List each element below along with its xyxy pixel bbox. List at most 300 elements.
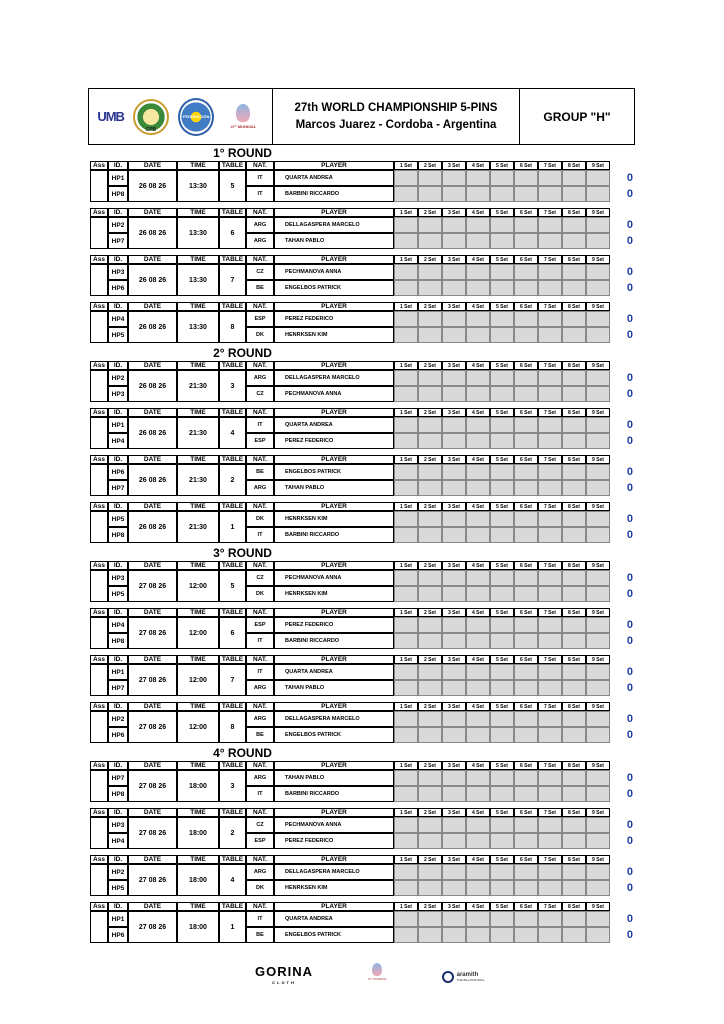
set-score-cell[interactable] [562, 664, 586, 680]
set-score-cell[interactable] [466, 864, 490, 880]
set-score-cell[interactable] [490, 664, 514, 680]
set-score-cell[interactable] [514, 586, 538, 602]
set-score-cell[interactable] [538, 911, 562, 927]
set-score-cell[interactable] [442, 511, 466, 527]
set-score-cell[interactable] [418, 617, 442, 633]
set-score-cell[interactable] [514, 711, 538, 727]
set-score-cell[interactable] [586, 570, 610, 586]
set-score-cell[interactable] [562, 370, 586, 386]
set-score-cell[interactable] [442, 833, 466, 849]
set-score-cell[interactable] [562, 617, 586, 633]
set-score-cell[interactable] [418, 280, 442, 296]
set-score-cell[interactable] [490, 817, 514, 833]
set-score-cell[interactable] [514, 280, 538, 296]
set-score-cell[interactable] [586, 311, 610, 327]
set-score-cell[interactable] [466, 927, 490, 943]
set-score-cell[interactable] [394, 386, 418, 402]
set-score-cell[interactable] [442, 186, 466, 202]
set-score-cell[interactable] [514, 386, 538, 402]
set-score-cell[interactable] [418, 880, 442, 896]
set-score-cell[interactable] [586, 433, 610, 449]
set-score-cell[interactable] [562, 586, 586, 602]
set-score-cell[interactable] [418, 511, 442, 527]
set-score-cell[interactable] [538, 280, 562, 296]
set-score-cell[interactable] [586, 511, 610, 527]
set-score-cell[interactable] [514, 880, 538, 896]
set-score-cell[interactable] [418, 386, 442, 402]
set-score-cell[interactable] [394, 186, 418, 202]
set-score-cell[interactable] [538, 633, 562, 649]
set-score-cell[interactable] [442, 927, 466, 943]
set-score-cell[interactable] [418, 680, 442, 696]
set-score-cell[interactable] [562, 727, 586, 743]
set-score-cell[interactable] [562, 311, 586, 327]
set-score-cell[interactable] [538, 511, 562, 527]
set-score-cell[interactable] [442, 586, 466, 602]
set-score-cell[interactable] [442, 370, 466, 386]
set-score-cell[interactable] [394, 217, 418, 233]
set-score-cell[interactable] [562, 233, 586, 249]
set-score-cell[interactable] [442, 711, 466, 727]
set-score-cell[interactable] [394, 880, 418, 896]
set-score-cell[interactable] [538, 264, 562, 280]
set-score-cell[interactable] [394, 311, 418, 327]
set-score-cell[interactable] [442, 570, 466, 586]
set-score-cell[interactable] [442, 817, 466, 833]
set-score-cell[interactable] [538, 664, 562, 680]
set-score-cell[interactable] [466, 264, 490, 280]
set-score-cell[interactable] [562, 770, 586, 786]
set-score-cell[interactable] [586, 480, 610, 496]
set-score-cell[interactable] [442, 727, 466, 743]
set-score-cell[interactable] [394, 264, 418, 280]
set-score-cell[interactable] [514, 370, 538, 386]
set-score-cell[interactable] [514, 417, 538, 433]
set-score-cell[interactable] [490, 586, 514, 602]
set-score-cell[interactable] [586, 786, 610, 802]
set-score-cell[interactable] [466, 833, 490, 849]
set-score-cell[interactable] [442, 680, 466, 696]
set-score-cell[interactable] [394, 633, 418, 649]
column-header: DATE [128, 408, 177, 417]
set-score-cell[interactable] [514, 927, 538, 943]
set-score-cell[interactable] [586, 817, 610, 833]
set-score-cell[interactable] [538, 786, 562, 802]
set-score-cell[interactable] [490, 727, 514, 743]
set-score-cell[interactable] [562, 511, 586, 527]
set-score-cell[interactable] [538, 586, 562, 602]
set-score-cell[interactable] [394, 327, 418, 343]
set-score-cell[interactable] [394, 786, 418, 802]
column-header: 8 Set [562, 455, 586, 464]
set-score-cell[interactable] [538, 880, 562, 896]
set-score-cell[interactable] [442, 417, 466, 433]
set-score-cell[interactable] [466, 186, 490, 202]
set-score-cell[interactable] [490, 280, 514, 296]
set-score-cell[interactable] [586, 527, 610, 543]
match-block [90, 208, 635, 250]
set-score-cell[interactable] [442, 527, 466, 543]
column-header: Ass [90, 608, 108, 617]
set-score-cell[interactable] [466, 880, 490, 896]
set-score-cell[interactable] [442, 327, 466, 343]
set-score-cell[interactable] [442, 233, 466, 249]
set-score-cell[interactable] [514, 911, 538, 927]
set-score-cell[interactable] [562, 170, 586, 186]
set-score-cell[interactable] [586, 664, 610, 680]
set-score-cell[interactable] [562, 786, 586, 802]
set-score-cell[interactable] [514, 217, 538, 233]
set-score-cell[interactable] [490, 417, 514, 433]
set-score-cell[interactable] [514, 264, 538, 280]
set-score-cell[interactable] [538, 817, 562, 833]
set-score-cell[interactable] [466, 527, 490, 543]
set-score-cell[interactable] [394, 370, 418, 386]
set-score-cell[interactable] [538, 186, 562, 202]
set-score-cell[interactable] [562, 433, 586, 449]
set-score-cell[interactable] [490, 927, 514, 943]
set-score-cell[interactable] [586, 370, 610, 386]
set-score-cell[interactable] [394, 480, 418, 496]
set-score-cell[interactable] [562, 880, 586, 896]
set-score-cell[interactable] [466, 511, 490, 527]
set-score-cell[interactable] [442, 633, 466, 649]
set-score-cell[interactable] [394, 511, 418, 527]
set-score-cell[interactable] [466, 217, 490, 233]
set-score-cell[interactable] [418, 327, 442, 343]
set-score-cell[interactable] [394, 280, 418, 296]
set-score-cell[interactable] [442, 480, 466, 496]
set-score-cell[interactable] [490, 680, 514, 696]
set-score-cell[interactable] [466, 911, 490, 927]
set-score-cell[interactable] [538, 864, 562, 880]
set-score-cell[interactable] [538, 370, 562, 386]
set-score-cell[interactable] [418, 480, 442, 496]
set-score-cell[interactable] [586, 417, 610, 433]
set-score-cell[interactable] [442, 217, 466, 233]
set-score-cell[interactable] [490, 217, 514, 233]
set-score-cell[interactable] [442, 617, 466, 633]
set-score-cell[interactable] [418, 433, 442, 449]
set-score-cell[interactable] [562, 280, 586, 296]
column-header: NAT. [246, 902, 274, 911]
set-score-cell[interactable] [538, 417, 562, 433]
set-score-cell[interactable] [586, 927, 610, 943]
set-score-cell[interactable] [418, 370, 442, 386]
set-score-cell[interactable] [514, 817, 538, 833]
set-score-cell[interactable] [442, 880, 466, 896]
set-score-cell[interactable] [466, 664, 490, 680]
set-score-cell[interactable] [538, 170, 562, 186]
set-score-cell[interactable] [490, 633, 514, 649]
set-score-cell[interactable] [562, 817, 586, 833]
set-score-cell[interactable] [514, 511, 538, 527]
set-score-cell[interactable] [418, 770, 442, 786]
set-score-cell[interactable] [514, 833, 538, 849]
set-score-cell[interactable] [418, 927, 442, 943]
set-score-cell[interactable] [442, 264, 466, 280]
set-score-cell[interactable] [538, 711, 562, 727]
set-score-cell[interactable] [394, 617, 418, 633]
set-score-cell[interactable] [442, 170, 466, 186]
set-score-cell[interactable] [538, 217, 562, 233]
set-score-cell[interactable] [586, 833, 610, 849]
set-score-cell[interactable] [490, 464, 514, 480]
set-score-cell[interactable] [466, 570, 490, 586]
set-score-cell[interactable] [562, 680, 586, 696]
set-score-cell[interactable] [538, 480, 562, 496]
set-score-cell[interactable] [514, 633, 538, 649]
set-score-cell[interactable] [538, 433, 562, 449]
set-score-cell[interactable] [514, 527, 538, 543]
set-score-cell[interactable] [466, 233, 490, 249]
set-score-cell[interactable] [490, 911, 514, 927]
set-score-cell[interactable] [586, 633, 610, 649]
set-score-cell[interactable] [442, 433, 466, 449]
set-score-cell[interactable] [514, 480, 538, 496]
set-score-cell[interactable] [490, 370, 514, 386]
set-score-cell[interactable] [466, 727, 490, 743]
set-score-cell[interactable] [394, 570, 418, 586]
set-score-cell[interactable] [442, 664, 466, 680]
set-score-cell[interactable] [418, 727, 442, 743]
set-score-cell[interactable] [538, 527, 562, 543]
set-score-cell[interactable] [394, 711, 418, 727]
set-score-cell[interactable] [514, 770, 538, 786]
set-score-cell[interactable] [490, 711, 514, 727]
set-score-cell[interactable] [490, 170, 514, 186]
set-score-cell[interactable] [514, 680, 538, 696]
set-score-cell[interactable] [466, 464, 490, 480]
mundial-footer-text: 27° MUNDIAL [367, 977, 387, 981]
set-score-cell[interactable] [538, 927, 562, 943]
set-score-cell[interactable] [562, 864, 586, 880]
set-score-cell[interactable] [490, 233, 514, 249]
set-score-cell[interactable] [490, 311, 514, 327]
set-score-cell[interactable] [514, 727, 538, 743]
match-block [90, 561, 635, 603]
set-score-cell[interactable] [418, 527, 442, 543]
set-score-cell[interactable] [466, 386, 490, 402]
set-score-cell[interactable] [514, 327, 538, 343]
set-score-cell[interactable] [586, 170, 610, 186]
set-score-cell[interactable] [466, 327, 490, 343]
set-score-cell[interactable] [586, 217, 610, 233]
set-score-cell[interactable] [418, 586, 442, 602]
player-nationality: IT [246, 786, 274, 802]
set-score-cell[interactable] [394, 833, 418, 849]
set-score-cell[interactable] [562, 480, 586, 496]
set-score-cell[interactable] [586, 617, 610, 633]
set-score-cell[interactable] [562, 464, 586, 480]
set-score-cell[interactable] [562, 186, 586, 202]
set-score-cell[interactable] [466, 770, 490, 786]
set-score-cell[interactable] [562, 711, 586, 727]
set-score-cell[interactable] [562, 217, 586, 233]
set-score-cell[interactable] [562, 264, 586, 280]
set-score-cell[interactable] [586, 711, 610, 727]
set-score-cell[interactable] [418, 464, 442, 480]
set-score-cell[interactable] [538, 233, 562, 249]
set-score-cell[interactable] [466, 817, 490, 833]
set-score-cell[interactable] [466, 311, 490, 327]
set-score-cell[interactable] [418, 664, 442, 680]
set-score-cell[interactable] [418, 264, 442, 280]
set-score-cell[interactable] [586, 911, 610, 927]
set-score-cell[interactable] [514, 186, 538, 202]
set-score-cell[interactable] [538, 464, 562, 480]
set-score-cell[interactable] [538, 617, 562, 633]
set-score-cell[interactable] [490, 786, 514, 802]
set-score-cell[interactable] [466, 586, 490, 602]
set-score-cell[interactable] [394, 433, 418, 449]
set-score-cell[interactable] [466, 480, 490, 496]
set-score-cell[interactable] [490, 480, 514, 496]
set-score-cell[interactable] [442, 464, 466, 480]
set-score-cell[interactable] [490, 327, 514, 343]
set-score-cell[interactable] [538, 386, 562, 402]
set-score-cell[interactable] [466, 711, 490, 727]
set-score-cell[interactable] [562, 417, 586, 433]
set-score-cell[interactable] [394, 911, 418, 927]
set-score-cell[interactable] [394, 680, 418, 696]
set-score-cell[interactable] [586, 264, 610, 280]
set-score-cell[interactable] [418, 417, 442, 433]
set-score-cell[interactable] [394, 464, 418, 480]
set-score-cell[interactable] [394, 664, 418, 680]
set-score-cell[interactable] [394, 417, 418, 433]
set-score-cell[interactable] [538, 727, 562, 743]
set-score-cell[interactable] [586, 770, 610, 786]
set-score-cell[interactable] [394, 864, 418, 880]
set-score-cell[interactable] [418, 633, 442, 649]
set-score-cell[interactable] [490, 770, 514, 786]
set-score-cell[interactable] [538, 327, 562, 343]
set-score-cell[interactable] [514, 617, 538, 633]
set-score-cell[interactable] [418, 833, 442, 849]
set-score-cell[interactable] [418, 217, 442, 233]
set-score-cell[interactable] [466, 417, 490, 433]
set-score-cell[interactable] [418, 186, 442, 202]
column-header: 6 Set [514, 902, 538, 911]
set-score-cell[interactable] [562, 386, 586, 402]
set-score-cell[interactable] [490, 864, 514, 880]
set-score-cell[interactable] [538, 833, 562, 849]
set-score-cell[interactable] [586, 233, 610, 249]
set-score-cell[interactable] [514, 170, 538, 186]
set-score-cell[interactable] [466, 786, 490, 802]
set-score-cell[interactable] [514, 786, 538, 802]
set-score-cell[interactable] [490, 617, 514, 633]
set-score-cell[interactable] [466, 433, 490, 449]
set-score-cell[interactable] [418, 711, 442, 727]
set-score-cell[interactable] [514, 664, 538, 680]
set-score-cell[interactable] [442, 786, 466, 802]
set-score-cell[interactable] [490, 186, 514, 202]
set-score-cell[interactable] [490, 570, 514, 586]
set-score-cell[interactable] [418, 911, 442, 927]
set-score-cell[interactable] [586, 864, 610, 880]
set-score-cell[interactable] [538, 311, 562, 327]
set-score-cell[interactable] [586, 680, 610, 696]
set-score-cell[interactable] [442, 911, 466, 927]
set-score-cell[interactable] [490, 386, 514, 402]
column-header: 6 Set [514, 608, 538, 617]
set-score-cell[interactable] [442, 280, 466, 296]
set-score-cell[interactable] [418, 864, 442, 880]
set-score-cell[interactable] [562, 833, 586, 849]
set-score-cell[interactable] [490, 880, 514, 896]
set-score-cell[interactable] [586, 327, 610, 343]
set-score-cell[interactable] [586, 186, 610, 202]
set-score-cell[interactable] [466, 617, 490, 633]
set-score-cell[interactable] [586, 727, 610, 743]
set-score-cell[interactable] [394, 170, 418, 186]
set-score-cell[interactable] [394, 586, 418, 602]
set-score-cell[interactable] [586, 464, 610, 480]
set-score-cell[interactable] [466, 170, 490, 186]
set-score-cell[interactable] [466, 370, 490, 386]
set-score-cell[interactable] [418, 233, 442, 249]
set-score-cell[interactable] [466, 633, 490, 649]
set-score-cell[interactable] [562, 527, 586, 543]
set-score-cell[interactable] [538, 570, 562, 586]
set-score-cell[interactable] [562, 570, 586, 586]
set-score-cell[interactable] [514, 233, 538, 249]
set-score-cell[interactable] [562, 633, 586, 649]
set-score-cell[interactable] [514, 464, 538, 480]
set-score-cell[interactable] [418, 170, 442, 186]
set-score-cell[interactable] [442, 864, 466, 880]
set-score-cell[interactable] [538, 680, 562, 696]
set-score-cell[interactable] [490, 833, 514, 849]
set-score-cell[interactable] [514, 864, 538, 880]
set-score-cell[interactable] [394, 927, 418, 943]
set-score-cell[interactable] [466, 280, 490, 296]
set-score-cell[interactable] [514, 311, 538, 327]
set-score-cell[interactable] [562, 327, 586, 343]
set-score-cell[interactable] [442, 770, 466, 786]
set-score-cell[interactable] [562, 911, 586, 927]
set-score-cell[interactable] [586, 280, 610, 296]
set-score-cell[interactable] [418, 570, 442, 586]
set-score-cell[interactable] [394, 817, 418, 833]
set-score-cell[interactable] [394, 233, 418, 249]
set-score-cell[interactable] [490, 511, 514, 527]
set-score-cell[interactable] [466, 680, 490, 696]
set-score-cell[interactable] [442, 311, 466, 327]
set-score-cell[interactable] [586, 386, 610, 402]
set-score-cell[interactable] [490, 527, 514, 543]
set-score-cell[interactable] [586, 586, 610, 602]
set-score-cell[interactable] [418, 786, 442, 802]
set-score-cell[interactable] [394, 727, 418, 743]
set-score-cell[interactable] [418, 817, 442, 833]
set-score-cell[interactable] [586, 880, 610, 896]
set-score-cell[interactable] [514, 570, 538, 586]
match-time: 18:00 [177, 864, 219, 896]
set-score-cell[interactable] [562, 927, 586, 943]
set-score-cell[interactable] [490, 433, 514, 449]
set-score-cell[interactable] [394, 527, 418, 543]
set-score-cell[interactable] [394, 770, 418, 786]
column-header: ID. [108, 361, 128, 370]
set-score-cell[interactable] [442, 386, 466, 402]
set-score-cell[interactable] [418, 311, 442, 327]
set-score-cell[interactable] [538, 770, 562, 786]
set-score-cell[interactable] [490, 264, 514, 280]
set-score-cell[interactable] [514, 433, 538, 449]
